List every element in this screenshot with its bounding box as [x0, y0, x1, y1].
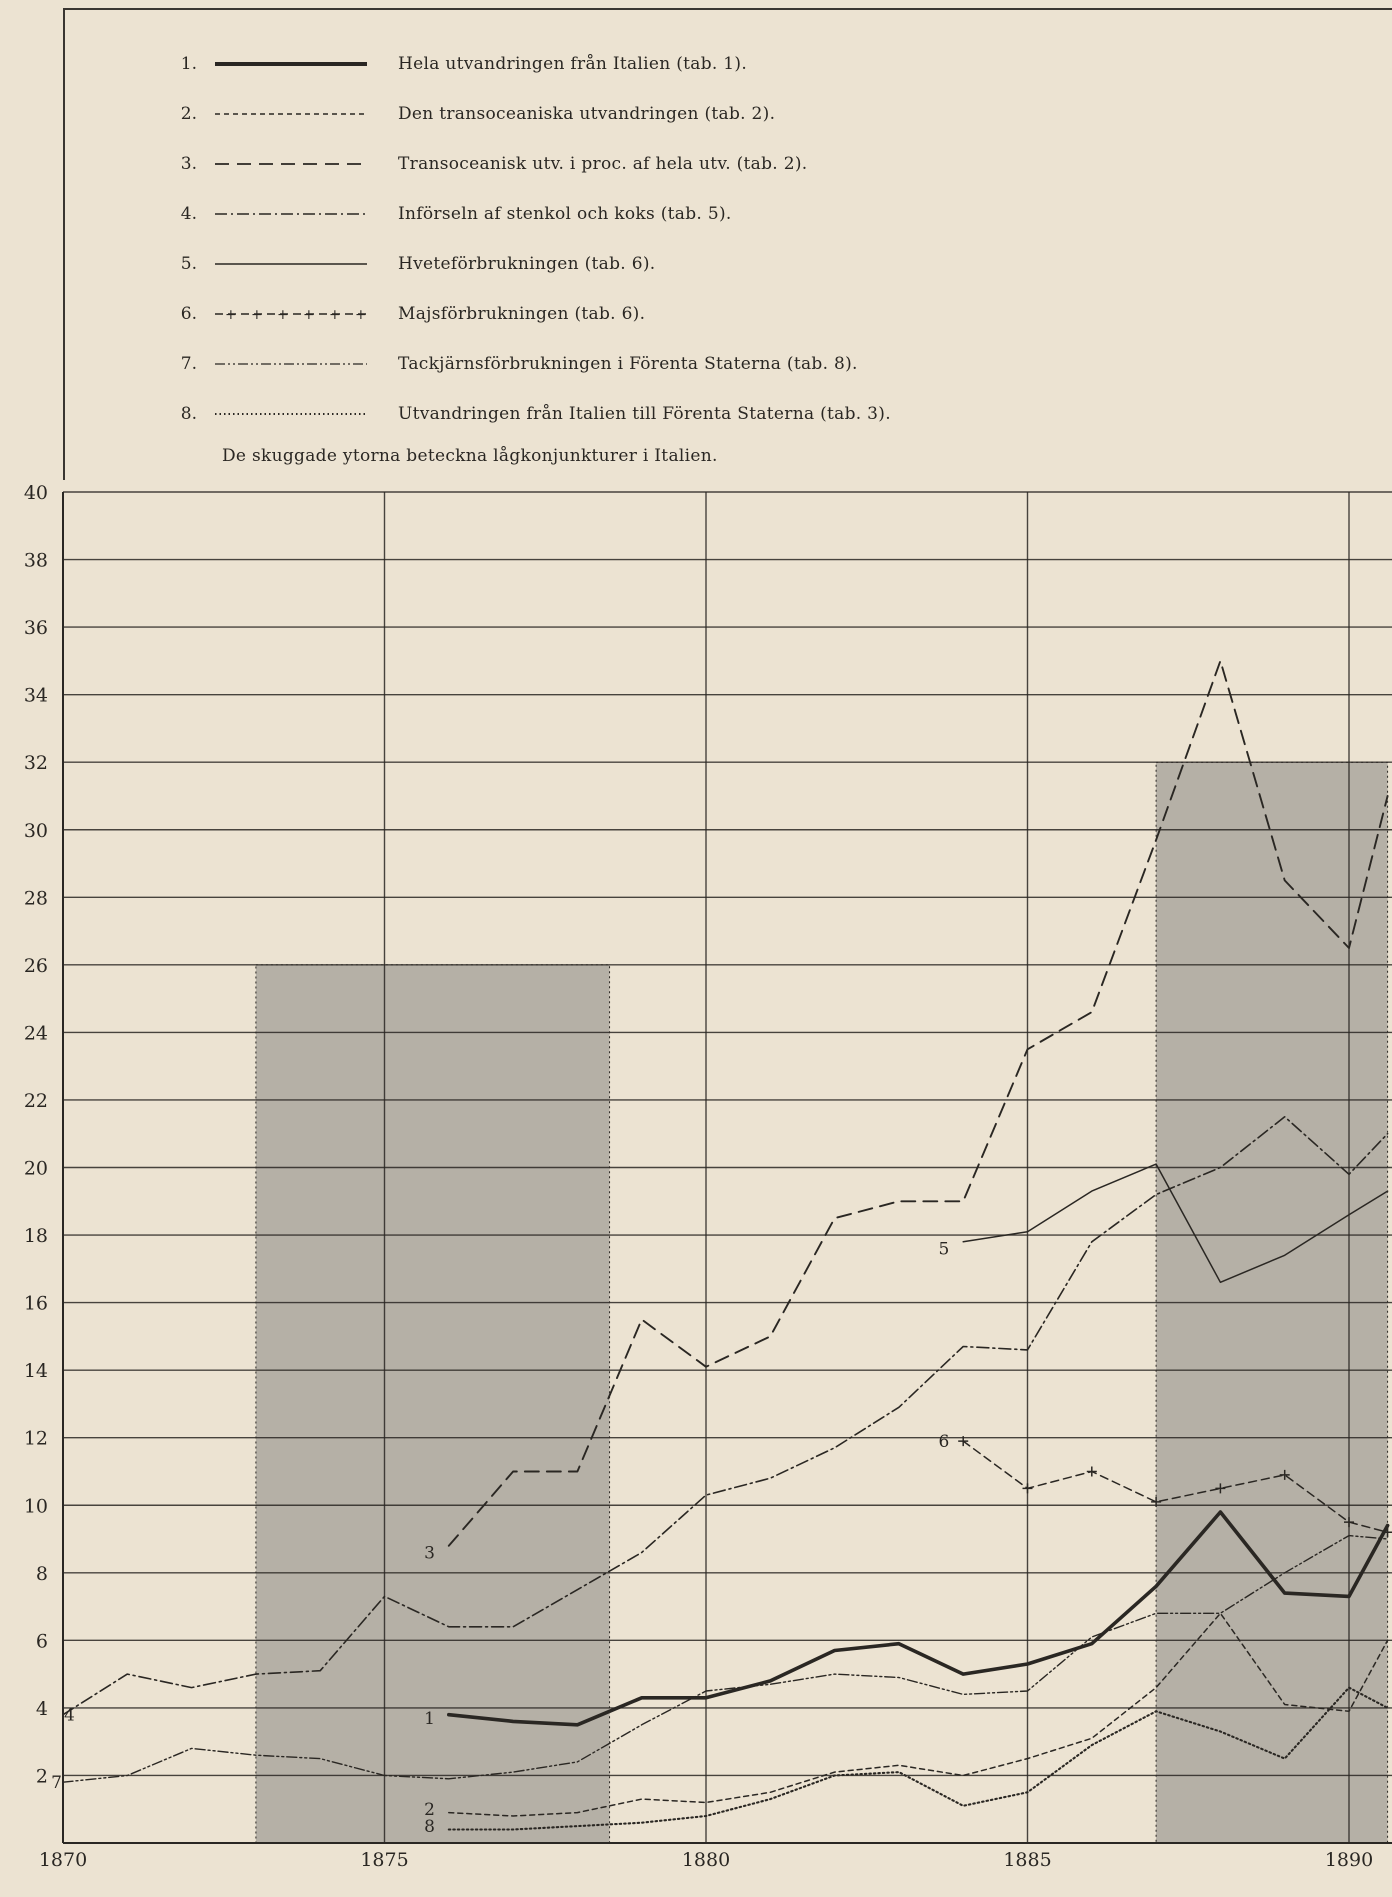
y-tick-label: 38	[23, 549, 48, 572]
series-line-label-8: 8	[424, 1817, 435, 1838]
y-tick-label: 12	[23, 1427, 48, 1450]
series-line-label-3: 3	[424, 1543, 435, 1564]
svg-text:+: +	[225, 307, 237, 323]
y-tick-label: 30	[23, 819, 48, 842]
y-tick-label: 24	[23, 1022, 48, 1045]
legend-number: 2.	[180, 104, 197, 124]
series-6-plus-marker	[1023, 1483, 1033, 1493]
x-tick-label: 1885	[1003, 1849, 1052, 1871]
series-line-label-2: 2	[424, 1800, 435, 1821]
svg-text:+: +	[251, 307, 263, 323]
y-tick-label: 14	[23, 1360, 48, 1383]
legend-number: 3.	[180, 154, 197, 174]
series-line-label-7: 7	[51, 1773, 62, 1794]
legend-label: Majsförbrukningen (tab. 6).	[398, 304, 646, 324]
y-tick-label: 34	[23, 684, 48, 707]
y-tick-label: 22	[23, 1089, 48, 1112]
legend-number: 6.	[180, 304, 197, 324]
x-tick-label: 1875	[360, 1849, 409, 1871]
series-line-label-6: 6	[938, 1432, 950, 1453]
x-tick-label: 1870	[38, 1849, 88, 1871]
y-tick-label: 28	[23, 887, 48, 910]
legend-label: Den transoceaniska utvandringen (tab. 2).	[398, 104, 776, 124]
series-6-plus-marker	[1087, 1466, 1097, 1476]
legend-label: Införseln af stenkol och koks (tab. 5).	[398, 204, 732, 224]
y-tick-label: 8	[35, 1562, 48, 1585]
legend-number: 4.	[180, 204, 197, 224]
y-tick-label: 10	[23, 1495, 48, 1518]
legend-label: Hela utvandringen från Italien (tab. 1).	[398, 54, 748, 74]
legend-label: Transoceanisk utv. i proc. af hela utv. (tab. 2).	[398, 154, 808, 174]
legend-number: 5.	[180, 254, 197, 274]
gridlines	[63, 492, 1392, 1843]
y-tick-label: 6	[35, 1630, 48, 1653]
y-tick-label: 4	[35, 1697, 48, 1720]
legend-label: Tackjärnsförbrukningen i Förenta Staterna (tab. 8).	[398, 354, 858, 374]
series-line-label-5: 5	[938, 1239, 950, 1260]
legend-number: 1.	[180, 54, 197, 74]
shaded-areas-note: De skuggade ytorna beteckna lågkonjunkturer i Italien.	[222, 446, 718, 466]
legend-number: 7.	[180, 354, 197, 374]
svg-text:+: +	[277, 307, 289, 323]
y-tick-label: 32	[23, 752, 48, 775]
x-tick-label: 1880	[681, 1849, 731, 1871]
svg-text:+: +	[303, 307, 315, 323]
y-tick-label: 40	[23, 482, 48, 504]
svg-text:+: +	[329, 307, 341, 323]
y-tick-label: 2	[35, 1765, 48, 1788]
y-tick-label: 36	[23, 617, 48, 640]
x-tick-label: 1890	[1324, 1849, 1374, 1871]
legend-label: Utvandringen från Italien till Förenta Staterna (tab. 3).	[398, 404, 891, 424]
series-line-label-4: 4	[64, 1705, 75, 1726]
series-line-label-1: 1	[424, 1709, 435, 1730]
svg-text:+: +	[355, 307, 367, 323]
legend-number: 8.	[180, 404, 197, 424]
legend-label: Hveteförbrukningen (tab. 6).	[398, 254, 656, 274]
y-tick-label: 20	[23, 1157, 48, 1180]
y-tick-label: 18	[23, 1225, 48, 1248]
y-tick-label: 26	[23, 954, 48, 977]
y-tick-label: 16	[23, 1292, 48, 1315]
